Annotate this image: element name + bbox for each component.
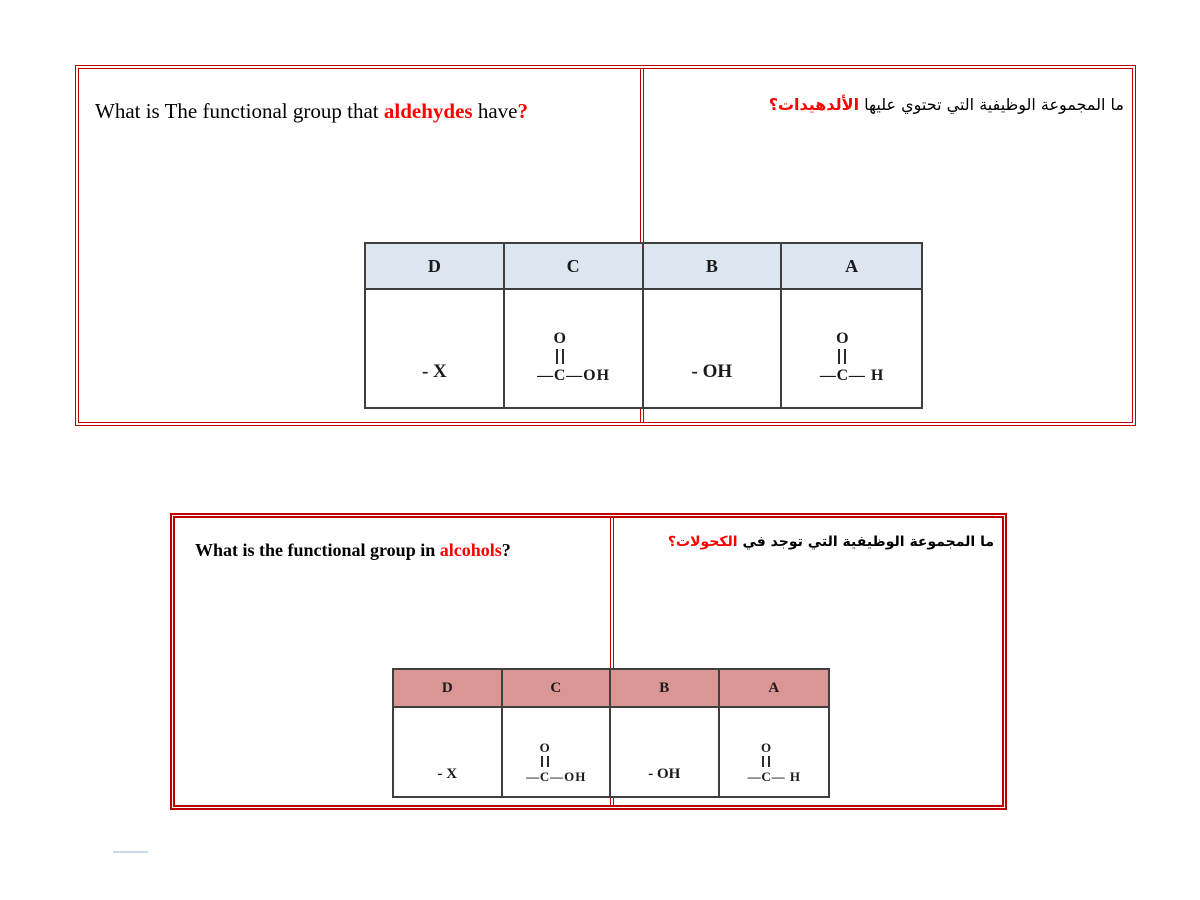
question-text: What is The functional group that	[95, 99, 384, 123]
hydroxyl-group: —OH	[566, 366, 611, 384]
oxygen-atom: O	[539, 739, 550, 755]
option-header-c: C	[505, 244, 644, 290]
aldehyde-structure	[747, 739, 801, 784]
option-cell-d	[394, 708, 503, 796]
option-header-d: D	[366, 244, 505, 290]
carbon-atom: C	[553, 366, 566, 384]
option-header-a: A	[720, 670, 829, 708]
question-english-aldehydes	[95, 99, 528, 124]
option-cell-b	[611, 708, 720, 796]
option-cell-a	[782, 290, 921, 407]
highlight-word: aldehydes	[383, 99, 473, 123]
oxygen-atom: O	[761, 739, 772, 755]
carbon-atom: C	[761, 768, 771, 784]
aldehyde-structure	[819, 331, 884, 383]
option-cell-b	[644, 290, 783, 407]
double-bond-icon	[838, 349, 846, 364]
question-text: have	[472, 99, 518, 123]
question-card-aldehydes	[75, 65, 1136, 426]
hydrogen-atom: — H	[848, 366, 885, 384]
question-english-alcohols	[195, 540, 511, 561]
bond-dash: —	[819, 366, 836, 384]
option-header-a: A	[782, 244, 921, 290]
bond-dash: —	[747, 768, 761, 784]
oxygen-atom: O	[836, 330, 849, 348]
question-card-alcohols	[170, 513, 1007, 810]
answer-options-table-aldehydes	[364, 242, 923, 409]
highlight-word: alcohols	[439, 540, 502, 560]
question-arabic-aldehydes	[769, 95, 1124, 114]
question-arabic-alcohols	[668, 534, 994, 550]
carboxyl-structure	[525, 739, 587, 784]
carbon-atom: C	[836, 366, 849, 384]
stray-line	[113, 851, 148, 853]
option-cell-c	[503, 708, 612, 796]
option-cell-c	[505, 290, 644, 407]
hydroxyl-group-label: - OH	[691, 361, 733, 382]
carbon-atom: C	[539, 768, 550, 784]
option-cell-a	[720, 708, 829, 796]
highlight-word-ar: الألدهيدات؟	[768, 95, 860, 114]
double-bond-icon	[556, 349, 564, 364]
halide-group-label: - X	[437, 766, 458, 782]
option-cell-d	[366, 290, 505, 407]
question-mark: ?	[501, 540, 511, 560]
carboxyl-structure	[536, 331, 610, 383]
bond-dash: —	[537, 366, 554, 384]
option-header-d: D	[394, 670, 503, 708]
option-header-c: C	[503, 670, 612, 708]
question-text: What is the functional group in	[195, 540, 440, 560]
halide-group-label: - X	[421, 361, 447, 382]
double-bond-icon	[541, 756, 549, 767]
question-text-ar: ما المجموعة الوظيفية التي توجد في	[737, 534, 994, 550]
question-text-ar: ما المجموعة الوظيفية التي تحتوي عليها	[859, 95, 1124, 114]
oxygen-atom: O	[553, 330, 566, 348]
highlight-word-ar: الكحولات؟	[667, 534, 738, 550]
hydroxyl-group: —OH	[550, 768, 587, 784]
question-mark: ?	[517, 99, 528, 123]
hydroxyl-group-label: - OH	[648, 766, 681, 782]
answer-options-table-alcohols	[392, 668, 830, 798]
double-bond-icon	[762, 756, 770, 767]
option-header-b: B	[644, 244, 783, 290]
option-header-b: B	[611, 670, 720, 708]
hydrogen-atom: — H	[771, 768, 801, 784]
bond-dash: —	[526, 768, 540, 784]
